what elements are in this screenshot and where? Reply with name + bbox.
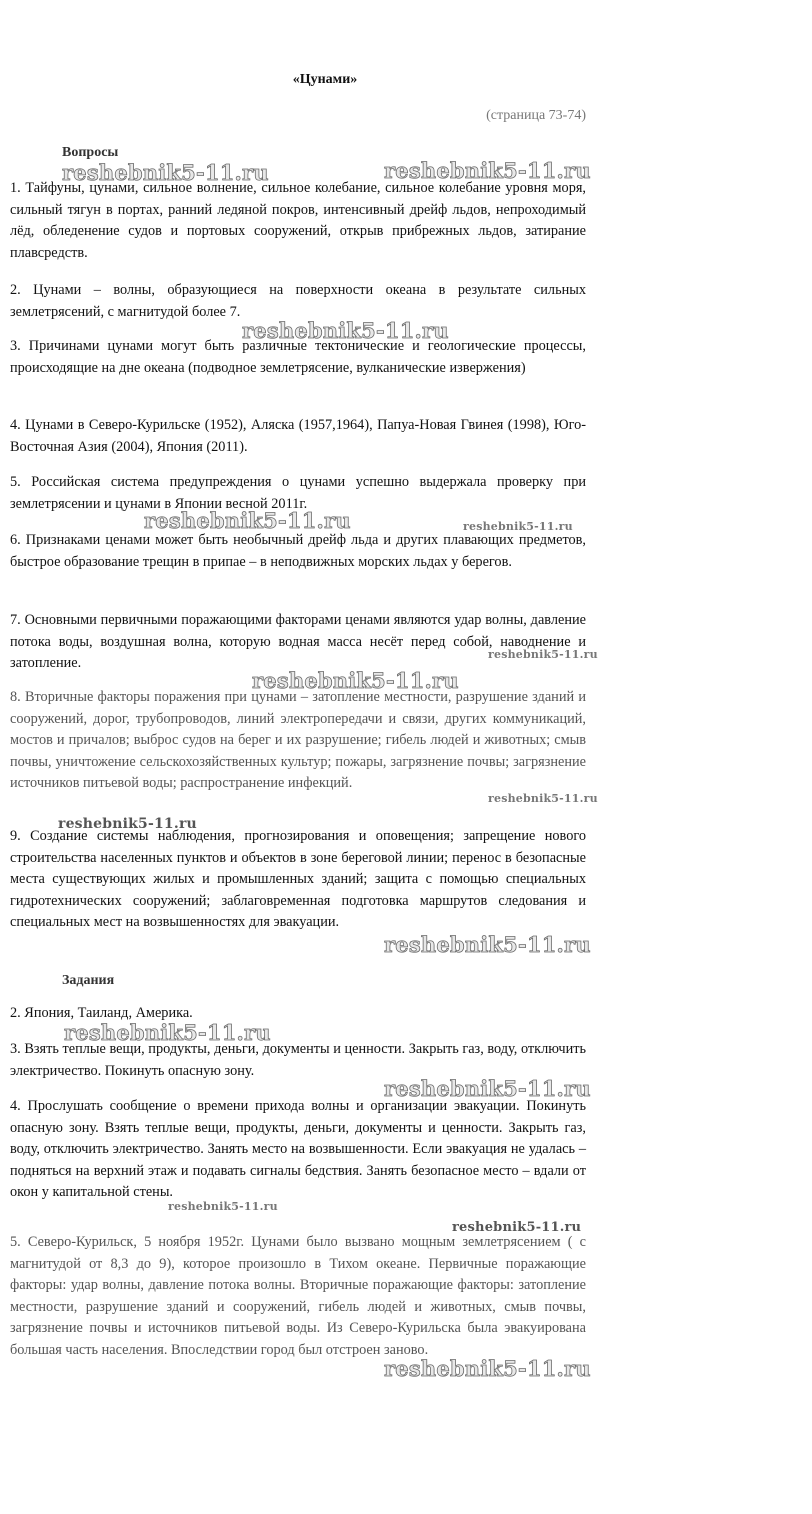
task-item-5: 5. Северо-Курильск, 5 ноября 1952г. Цунами было вызвано мощным землетрясением ( с магнитудой от 8,3 до 9), которое произошло в Тихом океане. Первичные поражающие факторы: удар волны, давление потока волны. Вторичные поражающие факторы: затопление местности, разрушение зданий и сооружений, гибель людей и животных, смыв почвы, загрязнение почвы и источников питьевой воды. Из Северо-Курильска была эвакуирована большая часть населения. Впоследствии город был отстроен заново. [10, 1234, 586, 1358]
question-item-1: 1. Тайфуны, цунами, сильное волнение, сильное колебание, сильное колебание уровня моря, сильный тягун в портах, ранний ледяной покров, интенсивный дрейф льдов, непроходимый лёд, обледенение судов и портовых сооружений, открыв прибрежных льдов, затирание плавсредств. [10, 180, 586, 261]
tasks-heading: Задания [62, 973, 115, 988]
watermark: reshebnik5-11.ru [488, 648, 598, 661]
watermark: reshebnik5-11.ru [488, 792, 598, 805]
watermark: reshebnik5-11.ru [384, 158, 591, 183]
watermark: reshebnik5-11.ru [463, 520, 573, 533]
question-item-5: 5. Российская система предупреждения о цунами успешно выдержала проверку при землетрясении и цунами в Японии весной 2011г. [10, 474, 586, 512]
task-item-4: 4. Прослушать сообщение о времени прихода волны и организации эвакуации. Покинуть опасную зону. Взять теплые вещи, продукты, деньги, документы и ценности. Закрыть газ, воду, отключить электричество. Занять место на возвышенности. Если эвакуация не удалась – подняться на верхний этаж и подавать сигналы бедствия. Занять безопасное место – вдали от окон у капитальной стены. [10, 1098, 586, 1200]
document-title: «Цунами» [292, 72, 358, 87]
question-item-8: 8. Вторичные факторы поражения при цунами – затопление местности, разрушение зданий и сооружений, дорог, трубопроводов, линий электропередачи и связи, других коммуникаций, мостов и причалов; выброс судов на берег и их разрушение; гибель людей и животных; смыв почвы, уничтожение сельскохозяйственных культур; пожары, загрязнение почвы; загрязнение источников питьевой воды; распространение инфекций. [10, 689, 586, 791]
watermark: reshebnik5-11.ru [384, 932, 591, 957]
question-item-6: 6. Признаками ценами может быть необычный дрейф льда и других плавающих предметов, быстрое образование трещин в припае – в неподвижных морских льдах у берегов. [10, 532, 586, 570]
watermark: reshebnik5-11.ru [168, 1200, 278, 1213]
task-item-3: 3. Взять теплые вещи, продукты, деньги, документы и ценности. Закрыть газ, воду, отключить электричество. Покинуть опасную зону. [10, 1041, 586, 1079]
watermark: reshebnik5-11.ru [144, 508, 351, 533]
watermark: reshebnik5-11.ru [62, 160, 269, 185]
question-item-2: 2. Цунами – волны, образующиеся на поверхности океана в результате сильных землетрясений, с магнитудой более 7. [10, 282, 586, 320]
watermark: reshebnik5-11.ru [242, 318, 449, 343]
watermark: reshebnik5-11.ru [252, 668, 459, 693]
watermark: reshebnik5-11.ru [452, 1220, 582, 1235]
watermark: reshebnik5-11.ru [58, 816, 197, 832]
watermark: reshebnik5-11.ru [64, 1020, 271, 1045]
question-item-3: 3. Причинами цунами могут быть различные тектонические и геологические процессы, происходящие на дне океана (подводное землетрясение, вулканические извержения) [10, 338, 586, 376]
watermark: reshebnik5-11.ru [384, 1076, 591, 1101]
questions-heading: Вопросы [62, 145, 119, 160]
watermark: reshebnik5-11.ru [384, 1356, 591, 1381]
question-item-7: 7. Основными первичными поражающими факторами ценами являются удар волны, давление потока воды, воздушная волна, которую водная масса несёт перед собой, наводнение и затопление. [10, 612, 586, 671]
task-item-2: 2. Япония, Таиланд, Америка. [10, 1005, 193, 1021]
page-reference: (страница 73-74) [486, 108, 586, 123]
question-item-4: 4. Цунами в Северо-Курильске (1952), Аляска (1957,1964), Папуа-Новая Гвинея (1998), Юго-Восточная Азия (2004), Япония (2011). [10, 417, 586, 455]
question-item-9: 9. Создание системы наблюдения, прогнозирования и оповещения; запрещение нового строительства населенных пунктов и объектов в зоне береговой линии; перенос в безопасные места существующих жилых и промышленных зданий; защита с помощью специальных гидротехнических сооружений; заблаговременная подготовка маршрутов следования и специальных мест на возвышенностях для эвакуации. [10, 828, 586, 930]
